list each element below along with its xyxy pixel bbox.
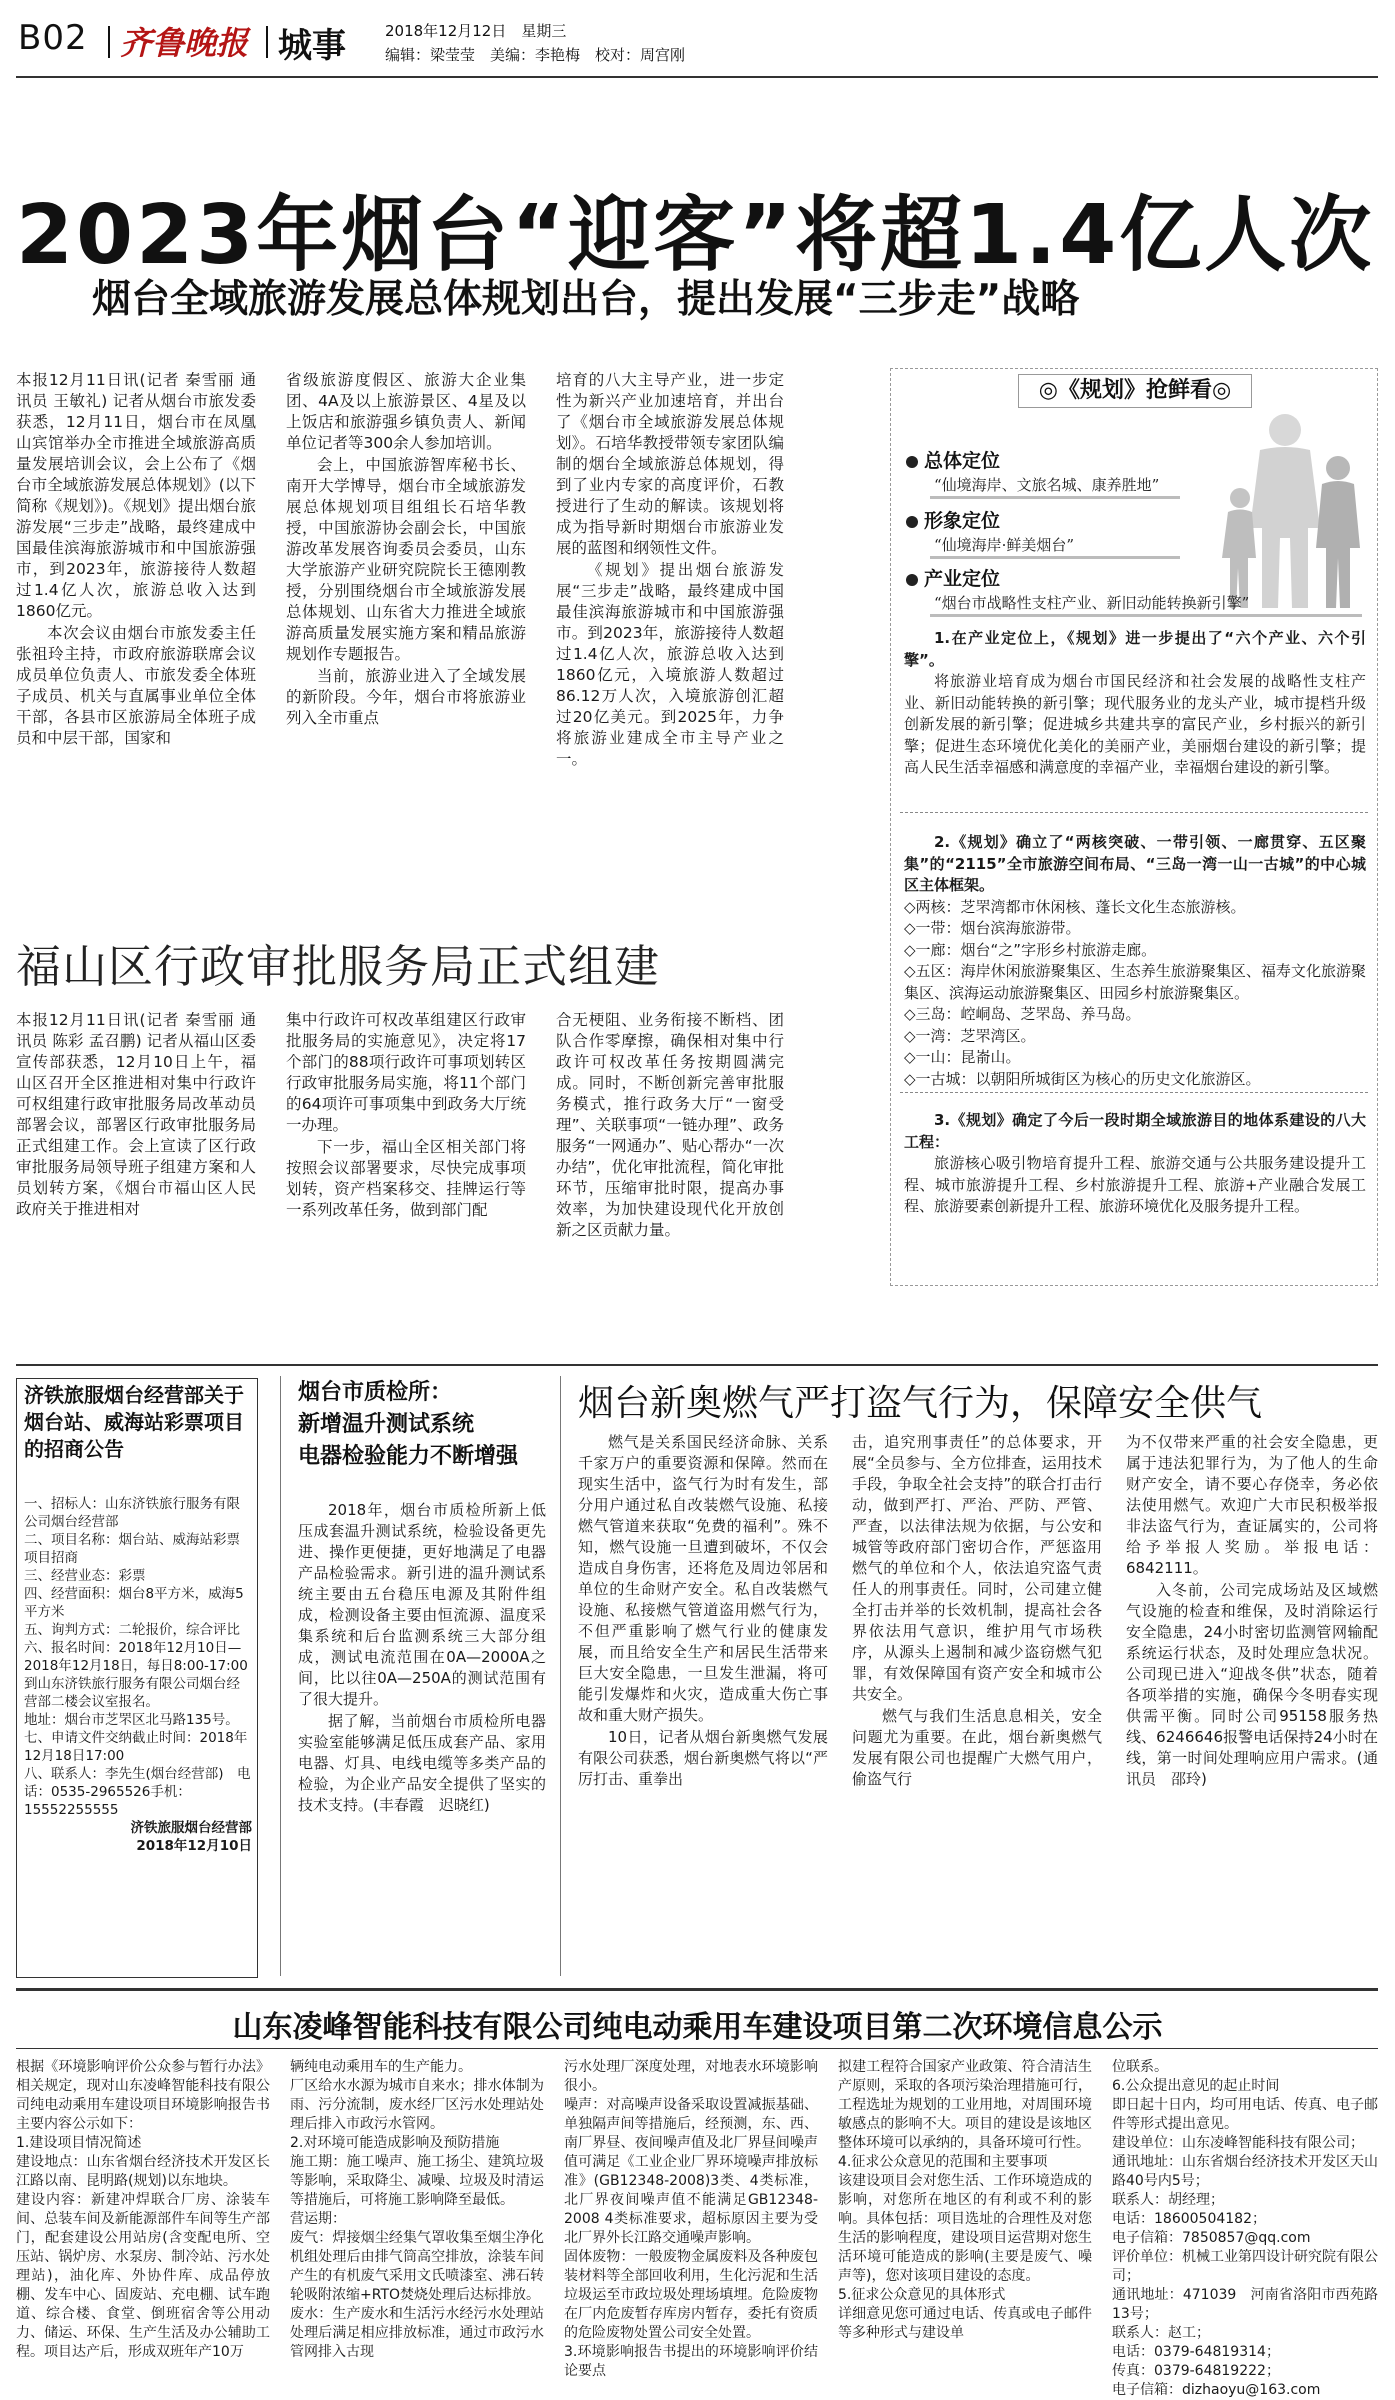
issue-date: 2018年12月12日 星期三 <box>385 22 567 40</box>
inspection-paragraph: 据了解，当前烟台市质检所电器实验室能够满足低压成套产品、家用电器、灯具、电线电缆等多类产品的检验，为企业产品安全提供了坚实的技术支持。(丰春霞 迟晓红) <box>298 1712 546 1814</box>
lead-paragraph: 省级旅游度假区、旅游大企业集团、4A及以上旅游景区、4星及以上饭店和旅游强乡镇负责人、新闻单位记者等300余人参加培训。 <box>286 371 526 452</box>
position-label: 产业定位 <box>906 564 1000 591</box>
notice-item: 五、询判方式：二轮报价，综合评比 <box>24 1622 240 1638</box>
lead-paragraph: 当前，旅游业进入了全域发展的新阶段。今年，烟台市将旅游业列入全市重点 <box>286 667 526 727</box>
editor-credits: 编辑：梁莹莹 美编：李艳梅 校对：周宫刚 <box>385 46 686 64</box>
gas-column-3 <box>1126 1432 1378 1972</box>
gas-paragraph: 10日，记者从烟台新奥燃气发展有限公司获悉，烟台新奥燃气将以“严厉打击、重拳出 <box>578 1728 828 1788</box>
inspection-paragraph: 2018年，烟台市质检所新上低压成套温升测试系统，检验设备更先进、操作更便捷，更好地满足了电器产品检验需求。新引进的温升测试系统主要由五台稳压电源及其附件组成，检测设备主要由恒流源、温度采集系统和后台监测系统三大部分组成，测试电流范围在0A—2000A之间，比以往0A—250A的测试范围有了很大提升。 <box>298 1501 546 1708</box>
notice-signature: 济铁旅服烟台经营部 <box>130 1820 252 1836</box>
env-notice-headline: 山东凌峰智能科技有限公司纯电动乘用车建设项目第二次环境信息公示 <box>232 2010 1163 2045</box>
position-underline <box>930 614 1362 617</box>
position-quote: “仙境海岸·鲜美烟台” <box>934 536 1075 554</box>
fushan-column-3 <box>556 1010 784 1310</box>
notice-item: 地址：烟台市芝罘区北马路135号。 <box>24 1712 239 1728</box>
position-quote: “烟台市战略性支柱产业、新旧动能转换新引擎” <box>934 594 1250 612</box>
notice-item: 一、招标人：山东济铁旅行服务有限公司烟台经营部 <box>24 1496 240 1530</box>
tender-notice-title: 济铁旅服烟台经营部关于烟台站、威海站彩票项目的招商公告 <box>24 1383 244 1461</box>
layout-item: ◇一山：昆嵛山。 <box>904 1048 1021 1066</box>
gas-headline: 烟台新奥燃气严打盗气行为，保障安全供气 <box>578 1383 1263 1424</box>
fushan-paragraph: 合无梗阻、业务衔接不断档、团队合作零摩擦，确保相对集中行政许可权改革任务按期圆满完成。同时，不断创新完善审批服务模式，推行政务大厅“一窗受理”、关联事项“一链办理”、政务服务“一网通办”、贴心帮办“一次办结”，优化审批流程，简化审批环节，压缩审批时限，提高办事效率，为加快建设现代化开放创新之区贡献力量。 <box>556 1011 784 1239</box>
env-column-2: 辆纯电动乘用车的生产能力。 厂区给水水源为城市自来水；排水体制为雨、污分流制，废水经厂区污水处理站处理后排入市政污水管网。 2.对环境可能造成影响及预防措施 施工期：施工噪声、施工扬尘、建筑垃圾等影响，采取降尘、减噪、垃圾及时清运等措施后，可将施工影响降至最低。 营运期： 废气：焊接烟尘经集气罩收集至烟尘净化机组处理后由排气筒高空排放，涂装车间产生的有机废气采用文氏喷漆室、沸石转轮吸附浓缩+RTO焚烧处理后达标排放。 废水：生产废水和生活污水经污水处理站处理后满足相应排放标准，通过市政污水管网排入古现 <box>290 2059 544 2360</box>
notice-item: 三、经营业态：彩票 <box>24 1568 146 1584</box>
notice-date: 2018年12月10日 <box>136 1838 252 1854</box>
lead-subheadline: 烟台全域旅游发展总体规划出台，提出发展“三步走”战略 <box>92 277 1080 322</box>
newspaper-logo: 齐鲁晚报 <box>120 24 249 62</box>
gas-paragraph: 燃气与我们生活息息相关，安全问题尤为重要。在此，烟台新奥燃气发展有限公司也提醒广大燃气用户，偷盗气行 <box>852 1707 1102 1788</box>
plan-section-lead: 1.在产业定位上，《规划》进一步提出了“六个产业、六个引擎”。 <box>904 629 1366 669</box>
position-underline <box>930 556 1180 559</box>
inspection-headline-1: 烟台市质检所： <box>298 1380 453 1405</box>
lead-headline: 2023年烟台“迎客”将超1.4亿人次 <box>16 188 1375 283</box>
notice-item: 六、报名时间：2018年12月10日—2018年12月18日，每日8:00-17:00到山东济铁旅行服务有限公司烟台经营部二楼会议室报名。 <box>24 1640 248 1710</box>
gas-paragraph: 燃气是关系国民经济命脉、关系千家万户的重要资源和保障。然而在现实生活中，盗气行为时有发生，部分用户通过私自改装燃气设施、私接燃气管道来获取“免费的福利”。殊不知，燃气设施一旦遭到破坏，不仅会造成自身伤害，还将危及周边邻居和单位的生命财产安全。私自改装燃气设施、私接燃气管道盗用燃气行为，不但严重影响了燃气行业的健康发展，而且给安全生产和居民生活带来巨大安全隐患，一旦发生泄漏，将可能引发爆炸和火灾，造成重大伤亡事故和重大财产损失。 <box>578 1433 828 1724</box>
gas-paragraph: 击，追究刑事责任”的总体要求，开展“全员参与、全方位排查，运用技术手段，争取全社会支持”的联合打击行动，做到严打、严治、严防、严管、严查，以法律法规为依据，与公安和城管等政府部门密切合作，严惩盗用燃气的单位和个人，依法追究盗气责任人的刑事责任。同时，公司建立健全打击并举的长效机制，提高社会各界依法用气意识，维护用气市场秩序，从源头上遏制和减少盗窃燃气犯罪，有效保障国有资产安全和城市公共安全。 <box>852 1433 1102 1703</box>
bullet-icon <box>906 516 918 528</box>
fushan-column-1 <box>16 1010 256 1310</box>
lead-column-2 <box>286 370 526 890</box>
inspection-body <box>298 1500 546 1970</box>
divider <box>900 812 1368 813</box>
inspection-headline-2: 新增温升测试系统 <box>298 1412 475 1437</box>
env-column-1: 根据《环境影响评价公众参与暂行办法》相关规定，现对山东凌峰智能科技有限公司纯电动乘用车建设项目环境影响报告书主要内容公示如下： 1.建设项目情况简述 建设地点：山东省烟台经济技术开发区长江路以南、昆明路(规划)以东地块。 建设内容：新建冲焊联合厂房、涂装车间、总装车间及新能源部件车间等生产部门，配套建设公用站房(含变配电所、空压站、锅炉房、水泵房、制冷站、污水处理站)，油化库、外协件库、成品停放棚、发车中心、固废站、充电棚、试车跑道、综合楼、食堂、倒班宿舍等公用动力、储运、环保、生产生活及办公辅助工程。项目达产后，形成双班年产10万 <box>16 2059 270 2360</box>
page-number: B02 <box>18 18 88 58</box>
position-quote: “仙境海岸、文旅名城、康养胜地” <box>934 476 1160 494</box>
plan-section-2 <box>904 832 1366 1090</box>
gas-column-1 <box>578 1432 828 1972</box>
fushan-headline: 福山区行政审批服务局正式组建 <box>16 940 661 993</box>
section-rule <box>16 1364 1378 1366</box>
lead-paragraph: 会上，中国旅游智库秘书长、南开大学博导，烟台市全域旅游发展总体规划项目组组长石培华教授，中国旅游协会副会长，中国旅游改革发展咨询委员会委员，山东大学旅游产业研究院院长王德刚教授，分别围绕烟台市全域旅游发展总体规划、山东省大力推进全域旅游高质量发展实施方案和精品旅游规划作专题报告。 <box>286 456 526 663</box>
fushan-paragraph: 集中行政许可权改革组建区行政审批服务局的实施意见》，决定将17个部门的88项行政许可事项划转区行政审批服务局实施，将11个部门的64项许可事项集中到政务大厅统一办理。 <box>286 1011 526 1134</box>
fushan-column-2 <box>286 1010 526 1310</box>
position-underline <box>930 496 1180 499</box>
layout-item: ◇一湾：芝罘湾区。 <box>904 1026 1036 1045</box>
env-column-5: 位联系。 6.公众提出意见的起止时间 即日起十日内，均可用电话、传真、电子邮件等形式提出意见。 建设单位：山东凌峰智能科技有限公司； 通讯地址：山东省烟台经济技术开发区天山路40号内5号； 联系人：胡经理； 电话：18600504182； 电子信箱：7850857@qq.com 评价单位：机械工业第四设计研究院有限公司； 通讯地址：471039 河南省洛阳市西苑路13号； 联系人：赵工； 电话：0379-64819314； 传真：0379-64819222； 电子信箱：dizhaoyu@163.com <box>1112 2059 1378 2398</box>
section-name: 城事 <box>278 26 346 66</box>
plan-section-body: 将旅游业培育成为烟台市国民经济和社会发展的战略性支柱产业、新旧动能转换的新引擎；现代服务业的龙头产业，城市提档升级创新发展的新引擎；促进城乡共建共享的富民产业，乡村振兴的新引擎；促进生态环境优化美化的美丽产业，美丽烟台建设的新引擎；提高人民生活幸福感和满意度的幸福产业，幸福烟台建设的新引擎。 <box>904 672 1366 776</box>
column-divider <box>560 1376 561 1976</box>
notice-item: 八、联系人：李先生(烟台经营部) 电话：0535-2965526手机：15552255555 <box>24 1766 251 1818</box>
gas-column-2 <box>852 1432 1102 1972</box>
masthead-separator <box>266 26 268 58</box>
section-rule <box>16 2048 1378 2049</box>
plan-section-lead: 2.《规划》确立了“两核突破、一带引领、一廊贯穿、五区聚集”的“2115”全市旅游空间布局、“三岛一湾一山一古城”的中心城区主体框架。 <box>904 833 1366 894</box>
masthead-rule <box>16 76 1378 78</box>
tender-notice-body <box>24 1495 252 1855</box>
notice-item: 四、经营面积：烟台8平方米，威海5平方米 <box>24 1586 244 1620</box>
lead-paragraph: 《规划》提出烟台旅游发展“三步走”战略，最终建成中国最佳滨海旅游城市和中国旅游强市。到2023年，旅游接待人数超过1.4亿人次，旅游总收入达到1860亿元，入境旅游人数超过86.12万人次，入境旅游创汇超过20亿美元。到2025年，力争将旅游业建成全市主导产业之一。 <box>556 561 784 768</box>
divider <box>900 1092 1368 1093</box>
plan-section-1 <box>904 628 1366 779</box>
layout-item: ◇两核：芝罘湾都市休闲核、蓬长文化生态旅游核。 <box>904 897 1246 916</box>
lead-paragraph: 本报12月11日讯(记者 秦雪丽 通讯员 王敏礼) 记者从烟台市旅发委获悉，12月11日，烟台市在凤凰山宾馆举办全市推进全域旅游高质量发展培训会议，会上公布了《烟台市全域旅游发展总体规划》(以下简称《规划》)。《规划》提出烟台旅游发展“三步走”战略，最终建成中国最佳滨海旅游城市和中国旅游强市，到2023年，旅游接待人数超过1.4亿人次，旅游总收入达到1860亿元。 <box>16 371 256 620</box>
bullet-icon <box>906 574 918 586</box>
layout-item: ◇一廊：烟台“之”字形乡村旅游走廊。 <box>904 940 1157 959</box>
lead-paragraph: 本次会议由烟台市旅发委主任张祖玲主持，市政府旅游联席会议成员单位负责人、市旅发委全体班子成员、机关与直属事业单位全体干部，各县市区旅游局全体班子成员和中层干部，国家和 <box>16 624 256 747</box>
layout-item: ◇一带：烟台滨海旅游带。 <box>904 919 1081 937</box>
lead-column-1 <box>16 370 256 890</box>
plan-box-title: ◎《规划》抢鲜看◎ <box>1018 374 1252 408</box>
bullet-icon <box>906 456 918 468</box>
position-label: 形象定位 <box>906 506 1000 533</box>
section-rule <box>16 1988 1378 1991</box>
column-divider <box>280 1376 281 1976</box>
lead-column-3 <box>556 370 784 890</box>
plan-section-body: 旅游核心吸引物培育提升工程、旅游交通与公共服务建设提升工程、城市旅游提升工程、乡村旅游提升工程、旅游+产业融合发展工程、旅游要素创新提升工程、旅游环境优化及服务提升工程。 <box>904 1154 1366 1215</box>
masthead-separator <box>108 26 110 58</box>
gas-paragraph: 入冬前，公司完成场站及区域燃气设施的检查和维保，及时消除运行安全隐患，24小时密切监测管网输配系统运行状态，及时处理应急状况。公司现已进入“迎战冬供”状态，随着各项举措的实施，确保今冬明春实现供需平衡。同时公司95158服务热线、6246646报警电话保持24小时在线，第一时间处理响应用户需求。(通讯员 邵玲) <box>1126 1581 1378 1788</box>
fushan-paragraph: 下一步，福山全区相关部门将按照会议部署要求，尽快完成事项划转，资产档案移交、挂牌运行等一系列改革任务，做到部门配 <box>286 1138 526 1219</box>
gas-paragraph: 为不仅带来严重的社会安全隐患，更属于违法犯罪行为，为了他人的生命财产安全，请不要心存侥幸，务必依法使用燃气。欢迎广大市民积极举报非法盗气行为，查证属实的，公司将给予举报人奖励。举报电话：6842111。 <box>1126 1433 1378 1577</box>
layout-item: ◇一古城：以朝阳所城街区为核心的历史文化旅游区。 <box>904 1069 1261 1088</box>
env-column-3: 污水处理厂深度处理，对地表水环境影响很小。 噪声：对高噪声设备采取设置减振基础、单独隔声间等措施后，经预测，东、西、南厂界昼、夜间噪声值及北厂界昼间噪声值可满足《工业企业厂界环境噪声排放标准》(GB12348-2008)3类、4类标准，北厂界夜间噪声值不能满足GB12348-2008 4类标准要求，超标原因主要为受北厂界外长江路交通噪声影响。 固体废物：一般废物金属废料及各种废包装材料等全部回收利用，生化污泥和生活垃圾运至市政垃圾处理场填埋。危险废物在厂内危废暂存库房内暂存，委托有资质的危险废物处置公司安全处置。 3.环境影响报告书提出的环境影响评价结论要点 <box>564 2059 818 2379</box>
layout-item: ◇三岛：崆峒岛、芝罘岛、养马岛。 <box>904 1005 1141 1023</box>
notice-item: 七、申请文件交纳截止时间：2018年12月18日17:00 <box>24 1730 248 1764</box>
position-label: 总体定位 <box>906 446 1000 473</box>
fushan-paragraph: 本报12月11日讯(记者 秦雪丽 通讯员 陈彩 孟召鹏) 记者从福山区委宣传部获悉，12月10日上午，福山区召开全区推进相对集中行政许可权组建行政审批服务局改革动员部署会议，部署区行政审批服务局正式组建工作。会上宣读了区行政审批服务局领导班子组建方案和人员划转方案，《烟台市福山区人民政府关于推进相对 <box>16 1011 256 1218</box>
inspection-headline-3: 电器检验能力不断增强 <box>298 1444 519 1469</box>
notice-item: 二、项目名称：烟台站、威海站彩票项目招商 <box>24 1532 240 1566</box>
lead-paragraph: 培育的八大主导产业，进一步定性为新兴产业加速培育，并出台了《烟台市全域旅游发展总体规划》。石培华教授带领专家团队编制的烟台全域旅游总体规划，得到了业内专家的高度评价，石教授进行了生动的解读。该规划将成为指导新时期烟台市旅游业发展的蓝图和纲领性文件。 <box>556 371 784 557</box>
env-column-4: 拟建工程符合国家产业政策、符合清洁生产原则，采取的各项污染治理措施可行，工程选址为规划的工业用地，对周围环境敏感点的影响不大。项目的建设是该地区整体环境可以承纳的，具备环境可行性。 4.征求公众意见的范围和主要事项 该建设项目会对您生活、工作环境造成的影响，对您所在地区的有利或不利的影响。具体包括：项目选址的合理性及对您生活的影响程度，建设项目运营期对您生活环境可能造成的影响(主要是废气、噪声等)，您对该项目建设的态度。 5.征求公众意见的具体形式 详细意见您可通过电话、传真或电子邮件等多种形式与建设单 <box>838 2059 1092 2341</box>
family-silhouette-icon <box>1190 408 1370 608</box>
layout-item: ◇五区：海岸休闲旅游聚集区、生态养生旅游聚集区、福寿文化旅游聚集区、滨海运动旅游聚集区、田园乡村旅游聚集区。 <box>904 962 1366 1002</box>
plan-section-3 <box>904 1110 1366 1218</box>
plan-section-lead: 3.《规划》确定了今后一段时期全域旅游目的地体系建设的八大工程： <box>904 1111 1366 1151</box>
